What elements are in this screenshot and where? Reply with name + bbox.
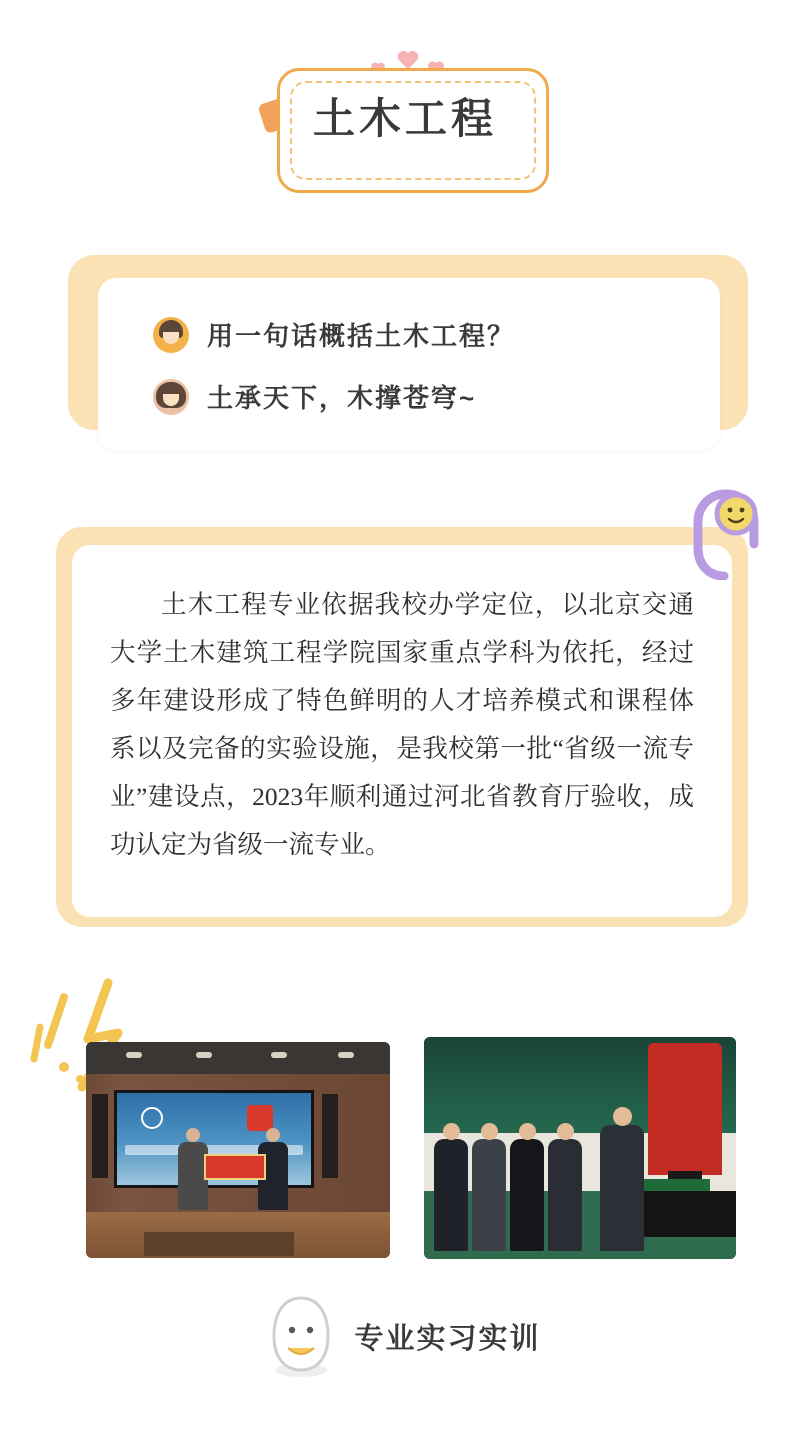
qa-question-row	[153, 316, 515, 353]
qa-question-text: 用一句话概括土木工程？	[207, 321, 516, 351]
body-card	[72, 545, 732, 917]
footer	[0, 1290, 803, 1382]
qa-answer-row	[153, 378, 476, 415]
mascot-duck-icon	[262, 1290, 340, 1382]
qa-card	[98, 278, 720, 450]
title-block	[255, 48, 555, 193]
page-title: 土木工程	[312, 95, 497, 142]
lab-training-photo	[424, 1037, 736, 1259]
boy-avatar-icon	[153, 317, 189, 353]
ceremony-photo	[86, 1042, 390, 1258]
qa-answer-text: 土承天下，木撑苍穹~	[207, 383, 477, 413]
girl-avatar-icon	[153, 379, 189, 415]
smiley-paperclip-icon	[690, 488, 762, 580]
footer-caption: 专业实习实训	[354, 1322, 541, 1355]
body-paragraph: 土木工程专业依据我校办学定位，以北京交通大学土木建筑工程学院国家重点学科为依托，经过多年建设形成了特色鲜明的人才培养模式和课程体系以及完备的实验设施，是我校第一批“省级一流专业”建设点，2023年顺利通过河北省教育厅验收，成功认定为省级一流专业。	[110, 590, 694, 859]
